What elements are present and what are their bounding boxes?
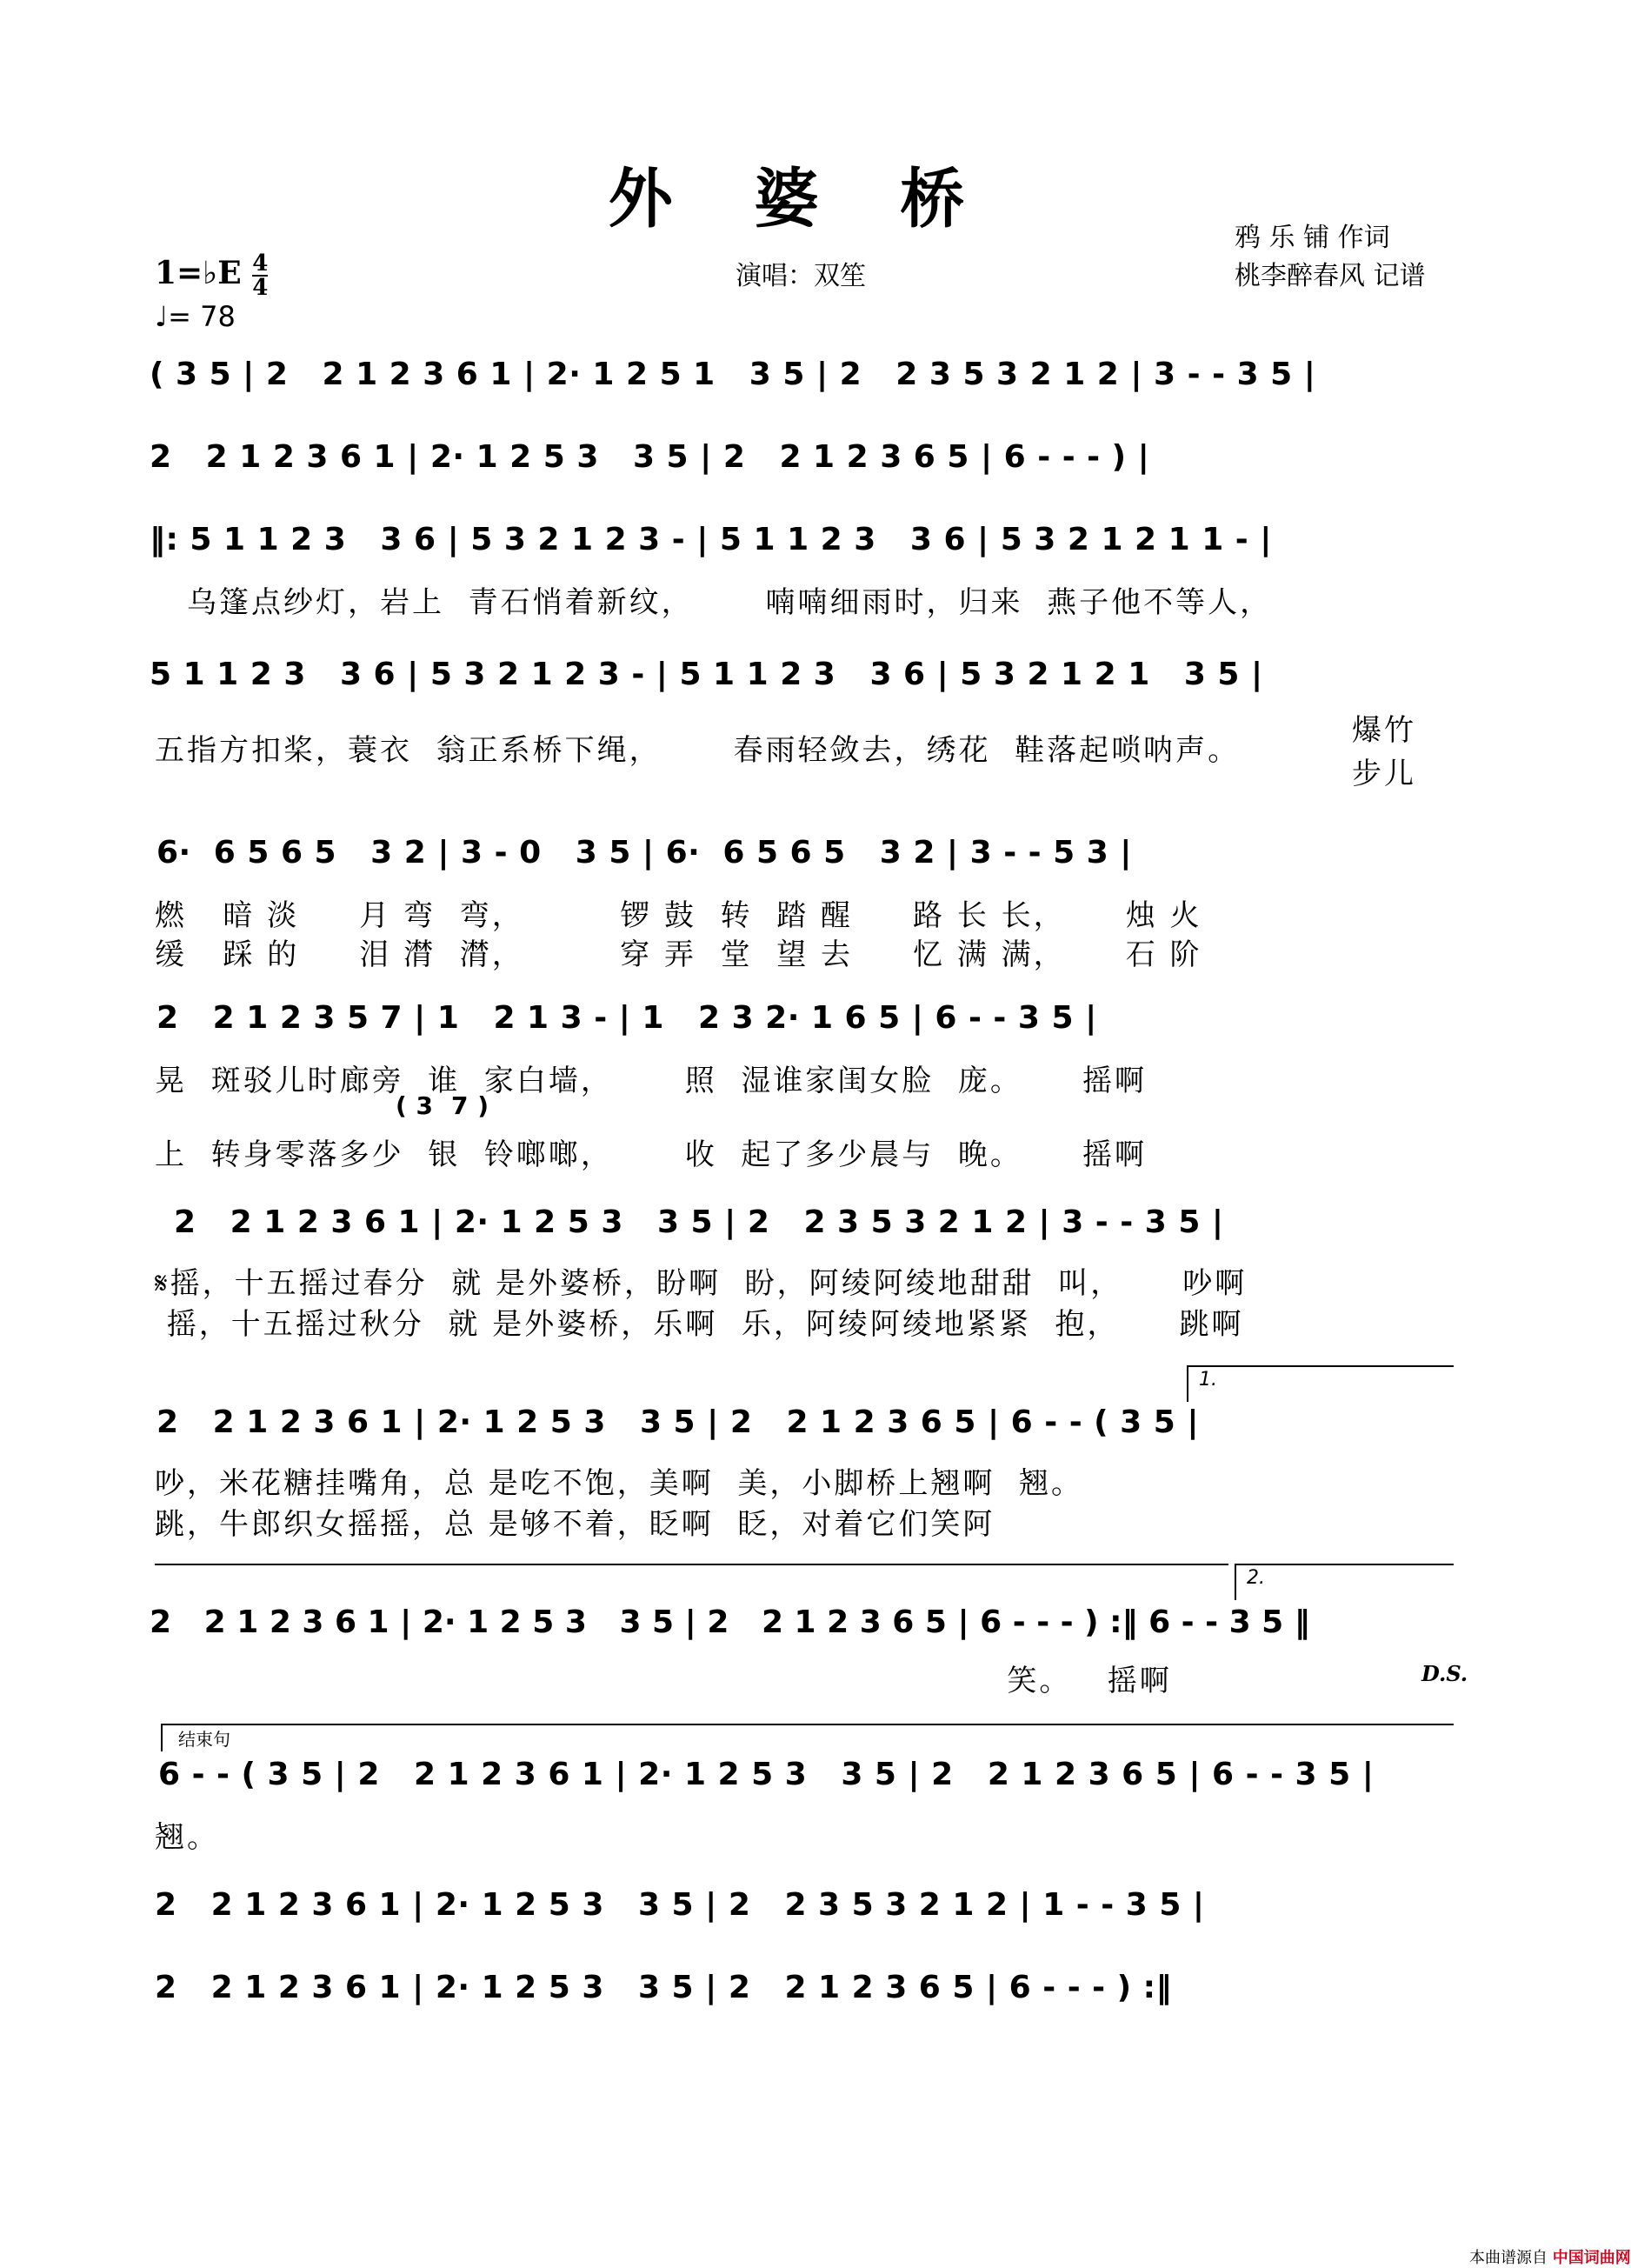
volta-2-label: 2. — [1247, 1567, 1265, 1589]
lyric-row-7-verse-2: 摇，十五摇过秋分 就 是外婆桥，乐啊 乐，阿绫阿绫地紧紧 抱， 跳啊 — [155, 1307, 1244, 1342]
lyric-row-6-verse-1: 晃 斑驳儿时廊旁 谁 家白墙， 照 湿谁家闺女脸 庞。 摇啊 — [155, 1064, 1147, 1098]
alternate-notes: ( 3 7 ) — [396, 1091, 489, 1120]
footer-left: 本曲谱源自 — [1469, 2249, 1548, 2267]
staff-row-1: ( 3 5 | 2 2 1 2 3 6 1 | 2· 1 2 5 1 3 5 | 2 2 3 5 3 2 1 2 | 3 - - 3 5 | — [150, 357, 1316, 392]
staff-row-8: 2 2 1 2 3 6 1 | 2· 1 2 5 3 3 5 | 2 2 1 2 3 6 5 | 6 - - ( 3 5 | — [156, 1404, 1199, 1440]
lyricist-credit: 鸦 乐 铺 作词 — [1235, 223, 1390, 253]
key-signature — [155, 252, 268, 299]
singer-credit: 演唱：双笙 — [736, 261, 866, 291]
staff-row-10: 6 - - ( 3 5 | 2 2 1 2 3 6 1 | 2· 1 2 5 3 3 5 | 2 2 1 2 3 6 5 | 6 - - 3 5 | — [158, 1757, 1375, 1792]
side-lyric-2: 步儿 — [1352, 757, 1416, 791]
lyric-row-8-verse-1: 吵，米花糖挂嘴角，总 是吃不饱，美啊 美，小脚桥上翘啊 翘。 — [155, 1466, 1084, 1501]
lyric-row-5-verse-2: 缓 踩 的 泪 潸 潸， 穿 弄 堂 望 去 忆 满 满， 石 阶 — [155, 937, 1202, 972]
lyric-row-3-verse-1: 乌篷点纱灯，岩上 青石悄着新纹， 喃喃细雨时，归来 燕子他不等人， — [187, 585, 1273, 620]
lyric-row-4-verse-1: 五指方扣桨，蓑衣 翁正系桥下绳， 春雨轻敛去，绣花 鞋落起唢呐声。 — [155, 733, 1241, 768]
tempo-mark: ♩= 78 — [155, 300, 236, 333]
lyric-row-10-verse-1: 翘。 — [155, 1820, 219, 1855]
staff-row-2: 2 2 1 2 3 6 1 | 2· 1 2 5 3 3 5 | 2 2 1 2 3 6 5 | 6 - - - ) | — [150, 439, 1150, 475]
coda-bracket — [161, 1724, 1454, 1751]
coda-label: 结束句 — [178, 1729, 230, 1750]
page-title: 外 婆 桥 — [608, 162, 995, 237]
staff-row-3: ‖: 5 1 1 2 3 3 6 | 5 3 2 1 2 3 - | 5 1 1 2 3 3 6 | 5 3 2 1 2 1 1 - | — [150, 522, 1272, 557]
lyric-row-5-verse-1: 燃 暗 淡 月 弯 弯， 锣 鼓 转 踏 醒 路 长 长， 烛 火 — [155, 898, 1202, 933]
key-label: 1=♭E — [155, 255, 242, 291]
time-sig-bottom: 4 — [252, 275, 269, 301]
footer-source — [1469, 2245, 1631, 2268]
lyric-row-6-verse-2: 上 转身零落多少 银 铃啷啷， 收 起了多少晨与 晚。 摇啊 — [155, 1137, 1147, 1172]
transcriber-credit: 桃李醉春风 记谱 — [1235, 261, 1426, 291]
lyric-row-7-verse-1: 𝄋摇，十五摇过春分 就 是外婆桥，盼啊 盼，阿绫阿绫地甜甜 叫， 吵啊 — [155, 1266, 1248, 1301]
volta-1-continuation — [155, 1564, 1228, 1567]
volta-2-bracket — [1235, 1564, 1454, 1600]
lyric-row-9-verse-1: 笑。 摇啊 — [155, 1664, 1172, 1698]
staff-row-12: 2 2 1 2 3 6 1 | 2· 1 2 5 3 3 5 | 2 2 1 2 3 6 5 | 6 - - - ) :‖ — [155, 1970, 1173, 2005]
staff-row-7: 2 2 1 2 3 6 1 | 2· 1 2 5 3 3 5 | 2 2 3 5 3 2 1 2 | 3 - - 3 5 | — [174, 1204, 1224, 1240]
staff-row-11: 2 2 1 2 3 6 1 | 2· 1 2 5 3 3 5 | 2 2 3 5 3 2 1 2 | 1 - - 3 5 | — [155, 1887, 1205, 1923]
lyric-row-8-verse-2: 跳，牛郎织女摇摇，总 是够不着，眨啊 眨，对着它们笑阿 — [155, 1507, 995, 1542]
side-lyric-1: 爆竹 — [1352, 713, 1416, 748]
time-sig-top: 4 — [252, 250, 269, 277]
time-signature — [252, 252, 268, 299]
staff-row-9: 2 2 1 2 3 6 1 | 2· 1 2 5 3 3 5 | 2 2 1 2 3 6 5 | 6 - - - ) :‖ 6 - - 3 5 ‖ — [150, 1604, 1310, 1640]
staff-row-5: 6· 6 5 6 5 3 2 | 3 - 0 3 5 | 6· 6 5 6 5 3 2 | 3 - - 5 3 | — [156, 835, 1132, 871]
dal-segno-mark: D.S. — [1421, 1661, 1468, 1686]
staff-row-4: 5 1 1 2 3 3 6 | 5 3 2 1 2 3 - | 5 1 1 2 3 3 6 | 5 3 2 1 2 1 3 5 | — [150, 657, 1263, 692]
staff-row-6: 2 2 1 2 3 5 7 | 1 2 1 3 - | 1 2 3 2· 1 6 5 | 6 - - 3 5 | — [156, 1000, 1097, 1036]
volta-1-bracket — [1187, 1365, 1454, 1402]
volta-1-label: 1. — [1199, 1369, 1217, 1391]
footer-right[interactable]: 中国词曲网 — [1552, 2249, 1631, 2267]
